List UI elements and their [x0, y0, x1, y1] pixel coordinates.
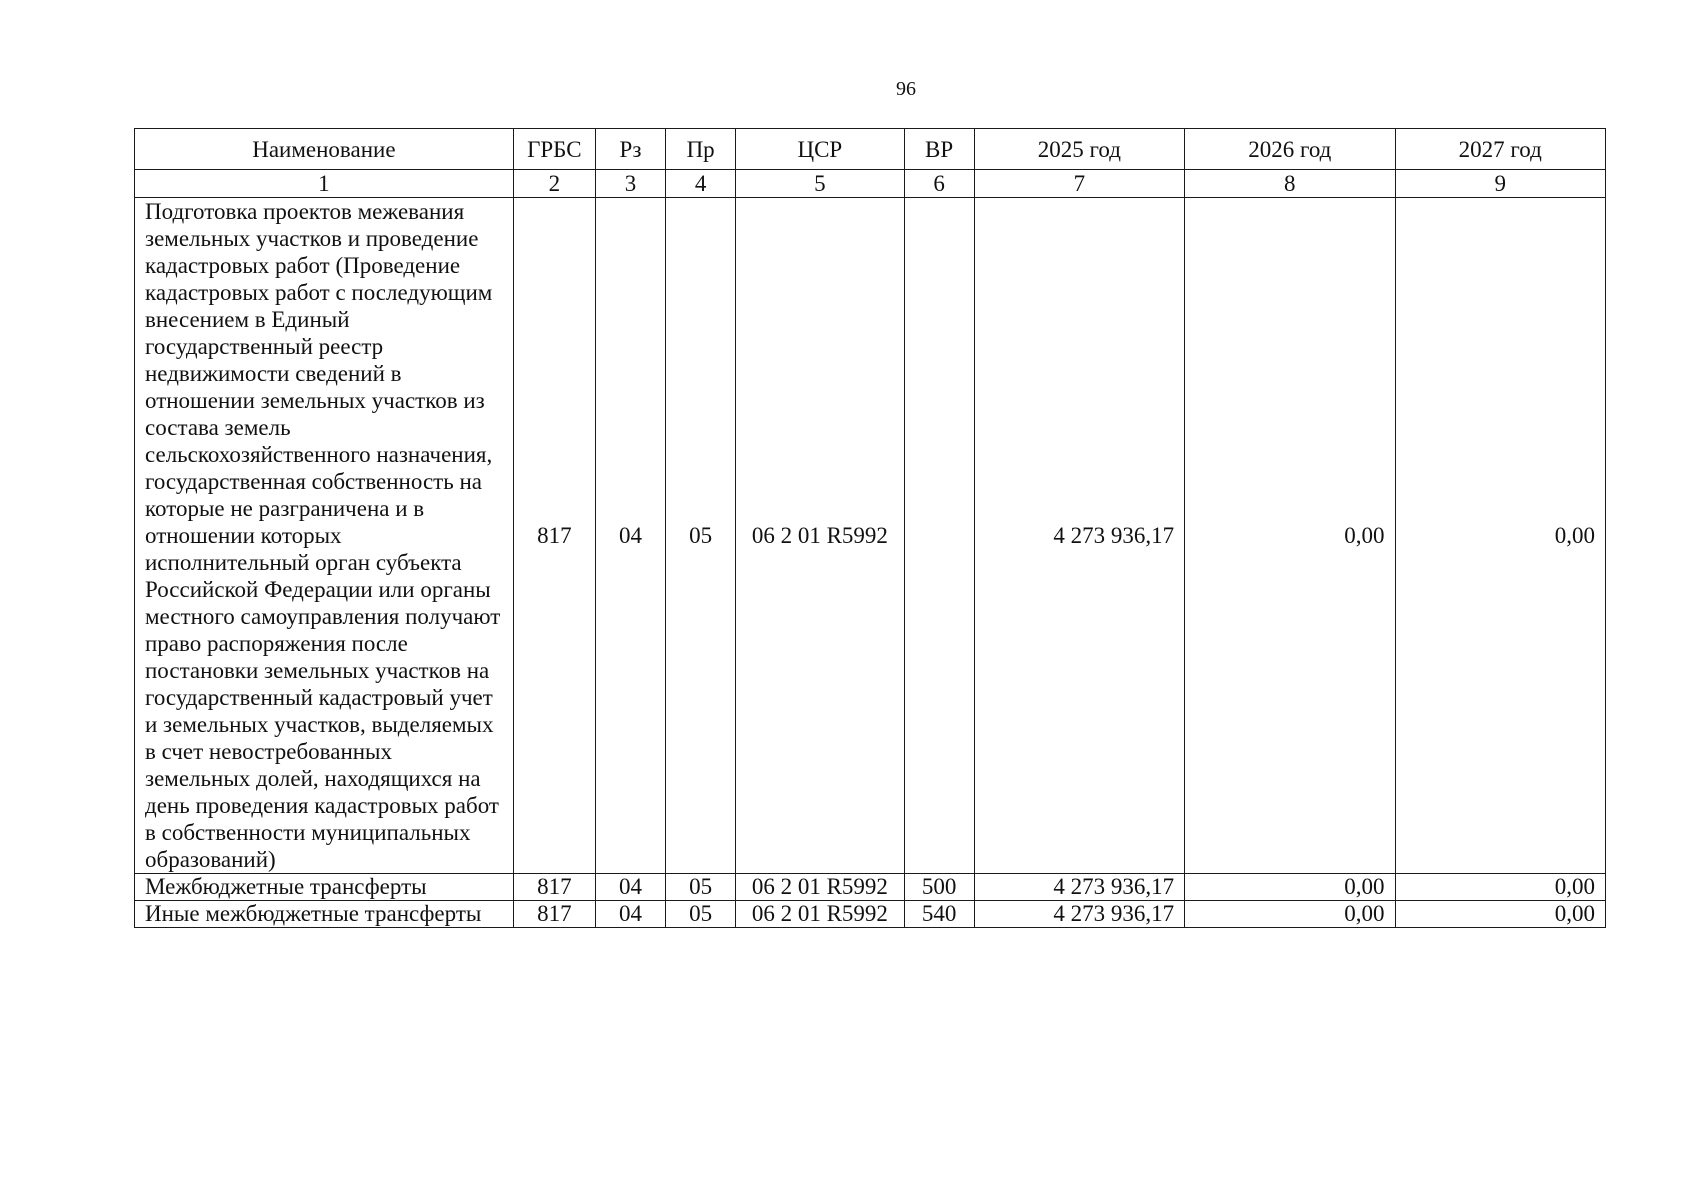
row-vr: 500 [904, 874, 974, 901]
row-pr: 05 [666, 901, 736, 928]
row-name: Подготовка проектов межевания земельных участков и проведение кадастровых работ (Проведение кадастровых работ с последующим внесением в Единый государственный реестр недвижимости сведений в отношении земельных участков из состава земель сельскохозяйственного назначения, государственная собственность на которые не разграничена и в отношении которых исполнительный орган субъекта Российской Федерации или органы местного самоуправления получают право распоряжения после постановки земельных участков на государственный кадастровый учет и земельных участков, выделяемых в счет невостребованных земельных долей, находящихся на день проведения кадастровых работ в собственности муниципальных образований) [135, 198, 514, 874]
row-pr: 05 [666, 874, 736, 901]
column-number-row [135, 170, 1606, 198]
header-2027: 2027 год [1395, 129, 1605, 170]
row-vr: 540 [904, 901, 974, 928]
row-rz: 04 [595, 198, 665, 874]
row-vr [904, 198, 974, 874]
row-rz: 04 [595, 901, 665, 928]
header-rz: Рз [595, 129, 665, 170]
column-number: 2 [513, 170, 595, 198]
page-number: 96 [896, 78, 916, 100]
column-number: 3 [595, 170, 665, 198]
column-number: 7 [974, 170, 1184, 198]
row-2027: 0,00 [1395, 198, 1605, 874]
row-pr: 05 [666, 198, 736, 874]
header-grbs: ГРБС [513, 129, 595, 170]
row-csr: 06 2 01 R5992 [736, 874, 904, 901]
table-row [135, 198, 1606, 874]
row-name: Иные межбюджетные трансферты [135, 901, 514, 928]
budget-table [134, 128, 1606, 928]
header-2025: 2025 год [974, 129, 1184, 170]
row-2025: 4 273 936,17 [974, 198, 1184, 874]
row-2027: 0,00 [1395, 874, 1605, 901]
header-vr: ВР [904, 129, 974, 170]
row-2026: 0,00 [1185, 198, 1395, 874]
row-grbs: 817 [513, 901, 595, 928]
column-number: 4 [666, 170, 736, 198]
row-2026: 0,00 [1185, 874, 1395, 901]
table-row [135, 901, 1606, 928]
row-grbs: 817 [513, 874, 595, 901]
header-name: Наименование [135, 129, 514, 170]
header-2026: 2026 год [1185, 129, 1395, 170]
header-csr: ЦСР [736, 129, 904, 170]
row-2027: 0,00 [1395, 901, 1605, 928]
row-grbs: 817 [513, 198, 595, 874]
row-2025: 4 273 936,17 [974, 901, 1184, 928]
column-number: 8 [1185, 170, 1395, 198]
row-name: Межбюджетные трансферты [135, 874, 514, 901]
row-2026: 0,00 [1185, 901, 1395, 928]
table-row [135, 874, 1606, 901]
column-number: 6 [904, 170, 974, 198]
header-row [135, 129, 1606, 170]
row-csr: 06 2 01 R5992 [736, 901, 904, 928]
row-2025: 4 273 936,17 [974, 874, 1184, 901]
row-csr: 06 2 01 R5992 [736, 198, 904, 874]
column-number: 9 [1395, 170, 1605, 198]
row-rz: 04 [595, 874, 665, 901]
column-number: 1 [135, 170, 514, 198]
column-number: 5 [736, 170, 904, 198]
header-pr: Пр [666, 129, 736, 170]
